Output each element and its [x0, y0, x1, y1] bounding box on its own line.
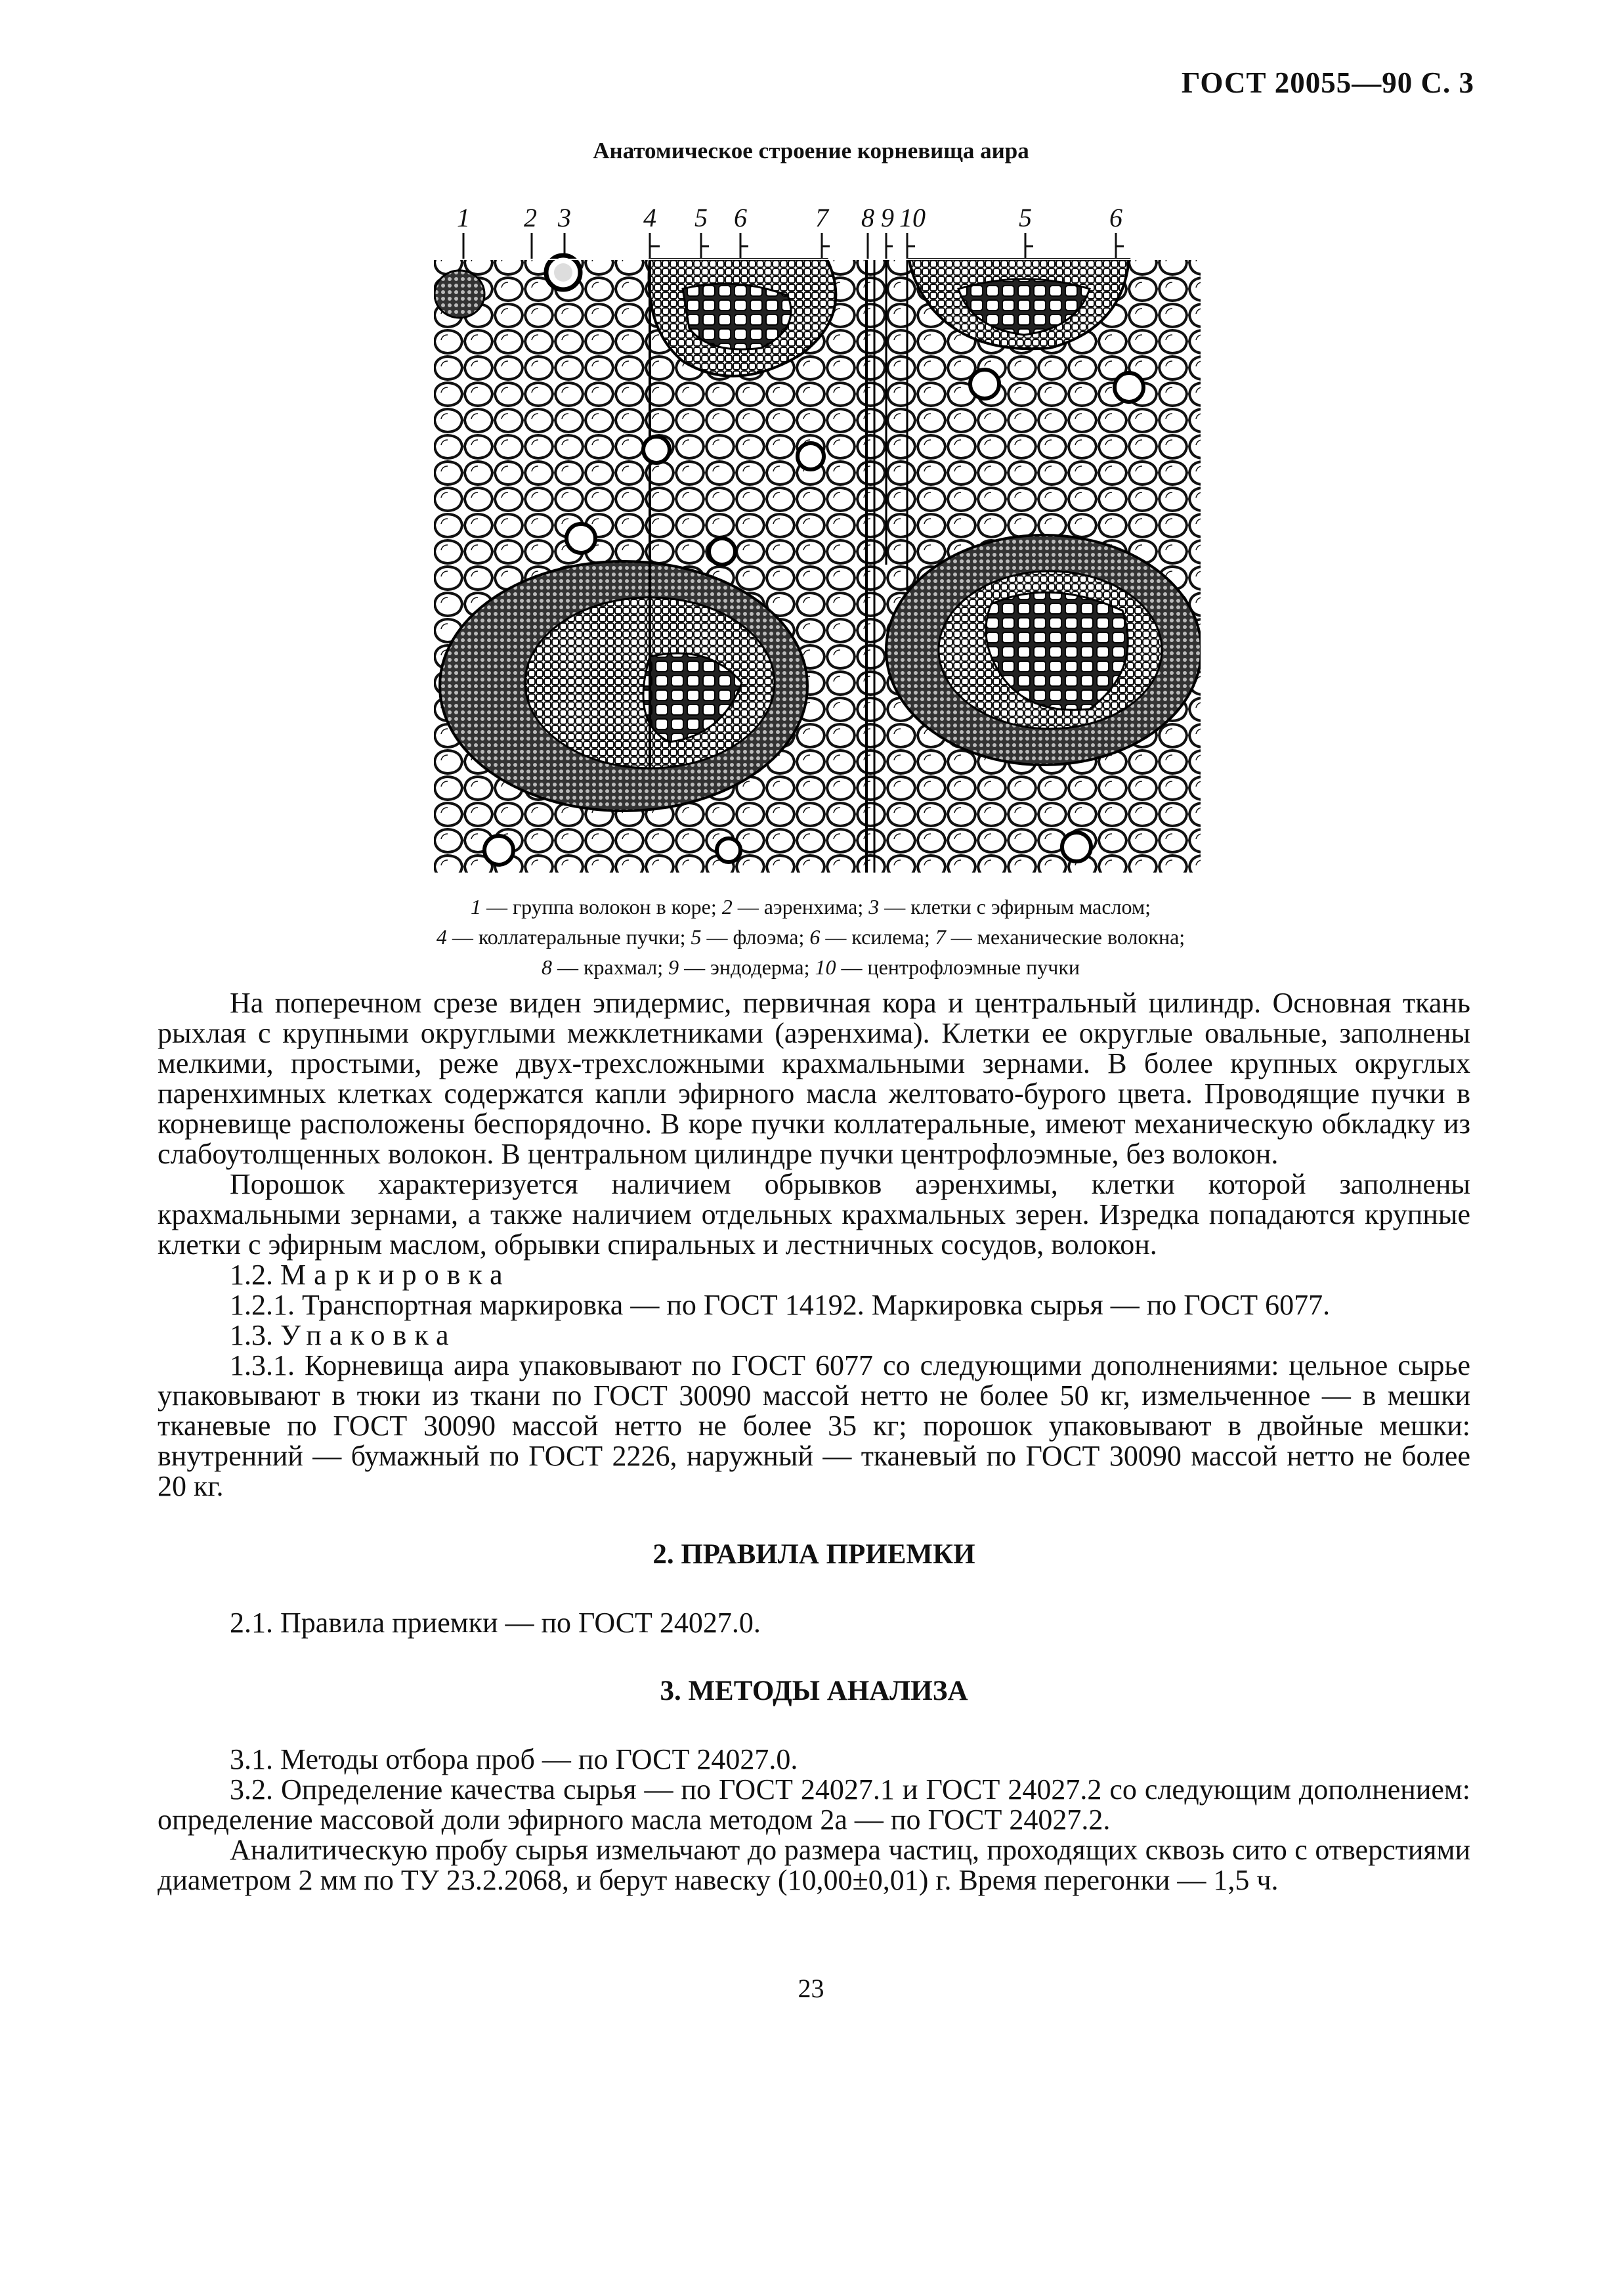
caption-num: 2: [721, 895, 733, 919]
paragraph-3-2: 3.2. Определение качества сырья — по ГОСТ 24027.1 и ГОСТ 24027.2 со следующим дополнением: определение массовой доли эфирного масла методом 2а — по ГОСТ 24027.2.: [158, 1773, 1470, 1836]
figure-label-7: 7: [815, 203, 828, 232]
paragraph-1-2-1: 1.2.1. Транспортная маркировка — по ГОСТ 14192. Маркировка сырья — по ГОСТ 6077.: [230, 1289, 1331, 1321]
section-heading-2: 2. ПРАВИЛА ПРИЕМКИ: [652, 1539, 975, 1570]
caption-text: — эндодерма;: [679, 955, 815, 979]
figure-label-5b: 5: [1019, 203, 1032, 232]
caption-num: 8: [541, 955, 552, 979]
figure-label-2: 2: [524, 203, 537, 232]
caption-text: — ксилема;: [820, 925, 935, 949]
subheading-title: Маркировка: [280, 1259, 511, 1291]
document-body: [158, 988, 1470, 1895]
paragraph-3-2-sample: Аналитическую пробу сырья измельчают до размера частиц, проходящих сквозь сито с отверстиями диаметром 2 мм по ТУ 23.2.2068, и берут навеску (10,00±0,01) г. Время перегонки — 1,5 ч.: [158, 1834, 1470, 1896]
caption-text: — центрофлоэмные пучки: [836, 955, 1080, 979]
paragraph-2-1: 2.1. Правила приемки — по ГОСТ 24027.0.: [230, 1607, 761, 1639]
paragraph-1-3-1: 1.3.1. Корневища аира упаковывают по ГОСТ 6077 со следующими дополнениями: цельное сырье упаковывают в тюки из ткани по ГОСТ 30090 массой нетто не более 50 кг, измельченное — в мешки тканевые по ГОСТ 30090 массой нетто не более 35 кг; порошок упаковывают в двойные мешки: внутренний — бумажный по ГОСТ 2226, наружный — тканевый по ГОСТ 30090 массой нетто не более 20 кг.: [158, 1349, 1470, 1502]
caption-text: — коллатеральные пучки;: [446, 925, 691, 949]
caption-num: 4: [436, 925, 447, 949]
caption-num: 3: [868, 895, 880, 919]
caption-num: 9: [668, 955, 679, 979]
figure-label-6: 6: [734, 203, 747, 232]
subheading-1-2: [158, 1260, 1470, 1290]
figure-labels: [457, 203, 1122, 232]
caption-num: 6: [809, 925, 821, 949]
tissue-drawing: [433, 255, 1201, 873]
caption-line-2: [341, 922, 1280, 952]
caption-text: — клетки с эфирным маслом;: [879, 895, 1151, 919]
paragraph-section-description: На поперечном срезе виден эпидермис, первичная кора и центральный цилиндр. Основная ткань рыхлая с крупными округлыми межклетниками (аэренхима). Клетки ее округлые овальные, заполнены мелкими, простыми, реже двух-трехсложными крахмальными зернами. В более крупных округлых паренхимных клетках содержатся капли эфирного масла желтовато-бурого цвета. Проводящие пучки в корневище расположены беспорядочно. В коре пучки коллатеральные, имеют механическую обкладку из слабоутолщенных волокон. В центральном цилиндре пучки центрофлоэмные, без волокон.: [158, 987, 1470, 1170]
caption-text: — механические волокна;: [945, 925, 1185, 949]
caption-num: 10: [815, 955, 836, 979]
subheading-1-3: [158, 1320, 1470, 1351]
page-number: 23: [798, 1974, 824, 2003]
caption-line-1: [341, 892, 1280, 922]
subheading-number: 1.3.: [230, 1319, 273, 1351]
caption-text: — аэренхима;: [732, 895, 869, 919]
caption-num: 5: [691, 925, 702, 949]
figure-caption: [341, 892, 1280, 982]
caption-text: — флоэма;: [701, 925, 810, 949]
paragraph-3-1: 3.1. Методы отбора проб — по ГОСТ 24027.0.: [230, 1743, 798, 1775]
caption-text: — крахмал;: [551, 955, 669, 979]
document-header: ГОСТ 20055—90 С. 3: [1181, 66, 1474, 99]
figure-label-4: 4: [643, 203, 656, 232]
section-heading-3: 3. МЕТОДЫ АНАЛИЗА: [660, 1676, 968, 1706]
figure-label-5: 5: [694, 203, 708, 232]
caption-num: 7: [935, 925, 946, 949]
figure-label-3: 3: [558, 203, 571, 232]
caption-num: 1: [470, 895, 481, 919]
caption-text: — группа волокон в коре;: [480, 895, 722, 919]
figure-label-10: 10: [899, 203, 926, 232]
subheading-number: 1.2.: [230, 1259, 273, 1291]
figure-label-9: 9: [881, 203, 894, 232]
caption-line-3: [341, 952, 1280, 982]
rhizome-section-drawing: [433, 197, 1201, 873]
figure-label-1: 1: [457, 203, 470, 232]
figure-label-8: 8: [861, 203, 874, 232]
figure-title: Анатомическое строение корневища аира: [593, 138, 1029, 163]
figure-label-6b: 6: [1109, 203, 1122, 232]
anatomy-figure: [433, 197, 1201, 873]
paragraph-powder-description: Порошок характеризуется наличием обрывков аэренхимы, клетки которой заполнены крахмальными зернами, а также наличием отдельных крахмальных зерен. Изредка попадаются крупные клетки с эфирным маслом, обрывки спиральных и лестничных сосудов, волокон.: [158, 1168, 1470, 1261]
subheading-title: Упаковка: [280, 1319, 457, 1351]
